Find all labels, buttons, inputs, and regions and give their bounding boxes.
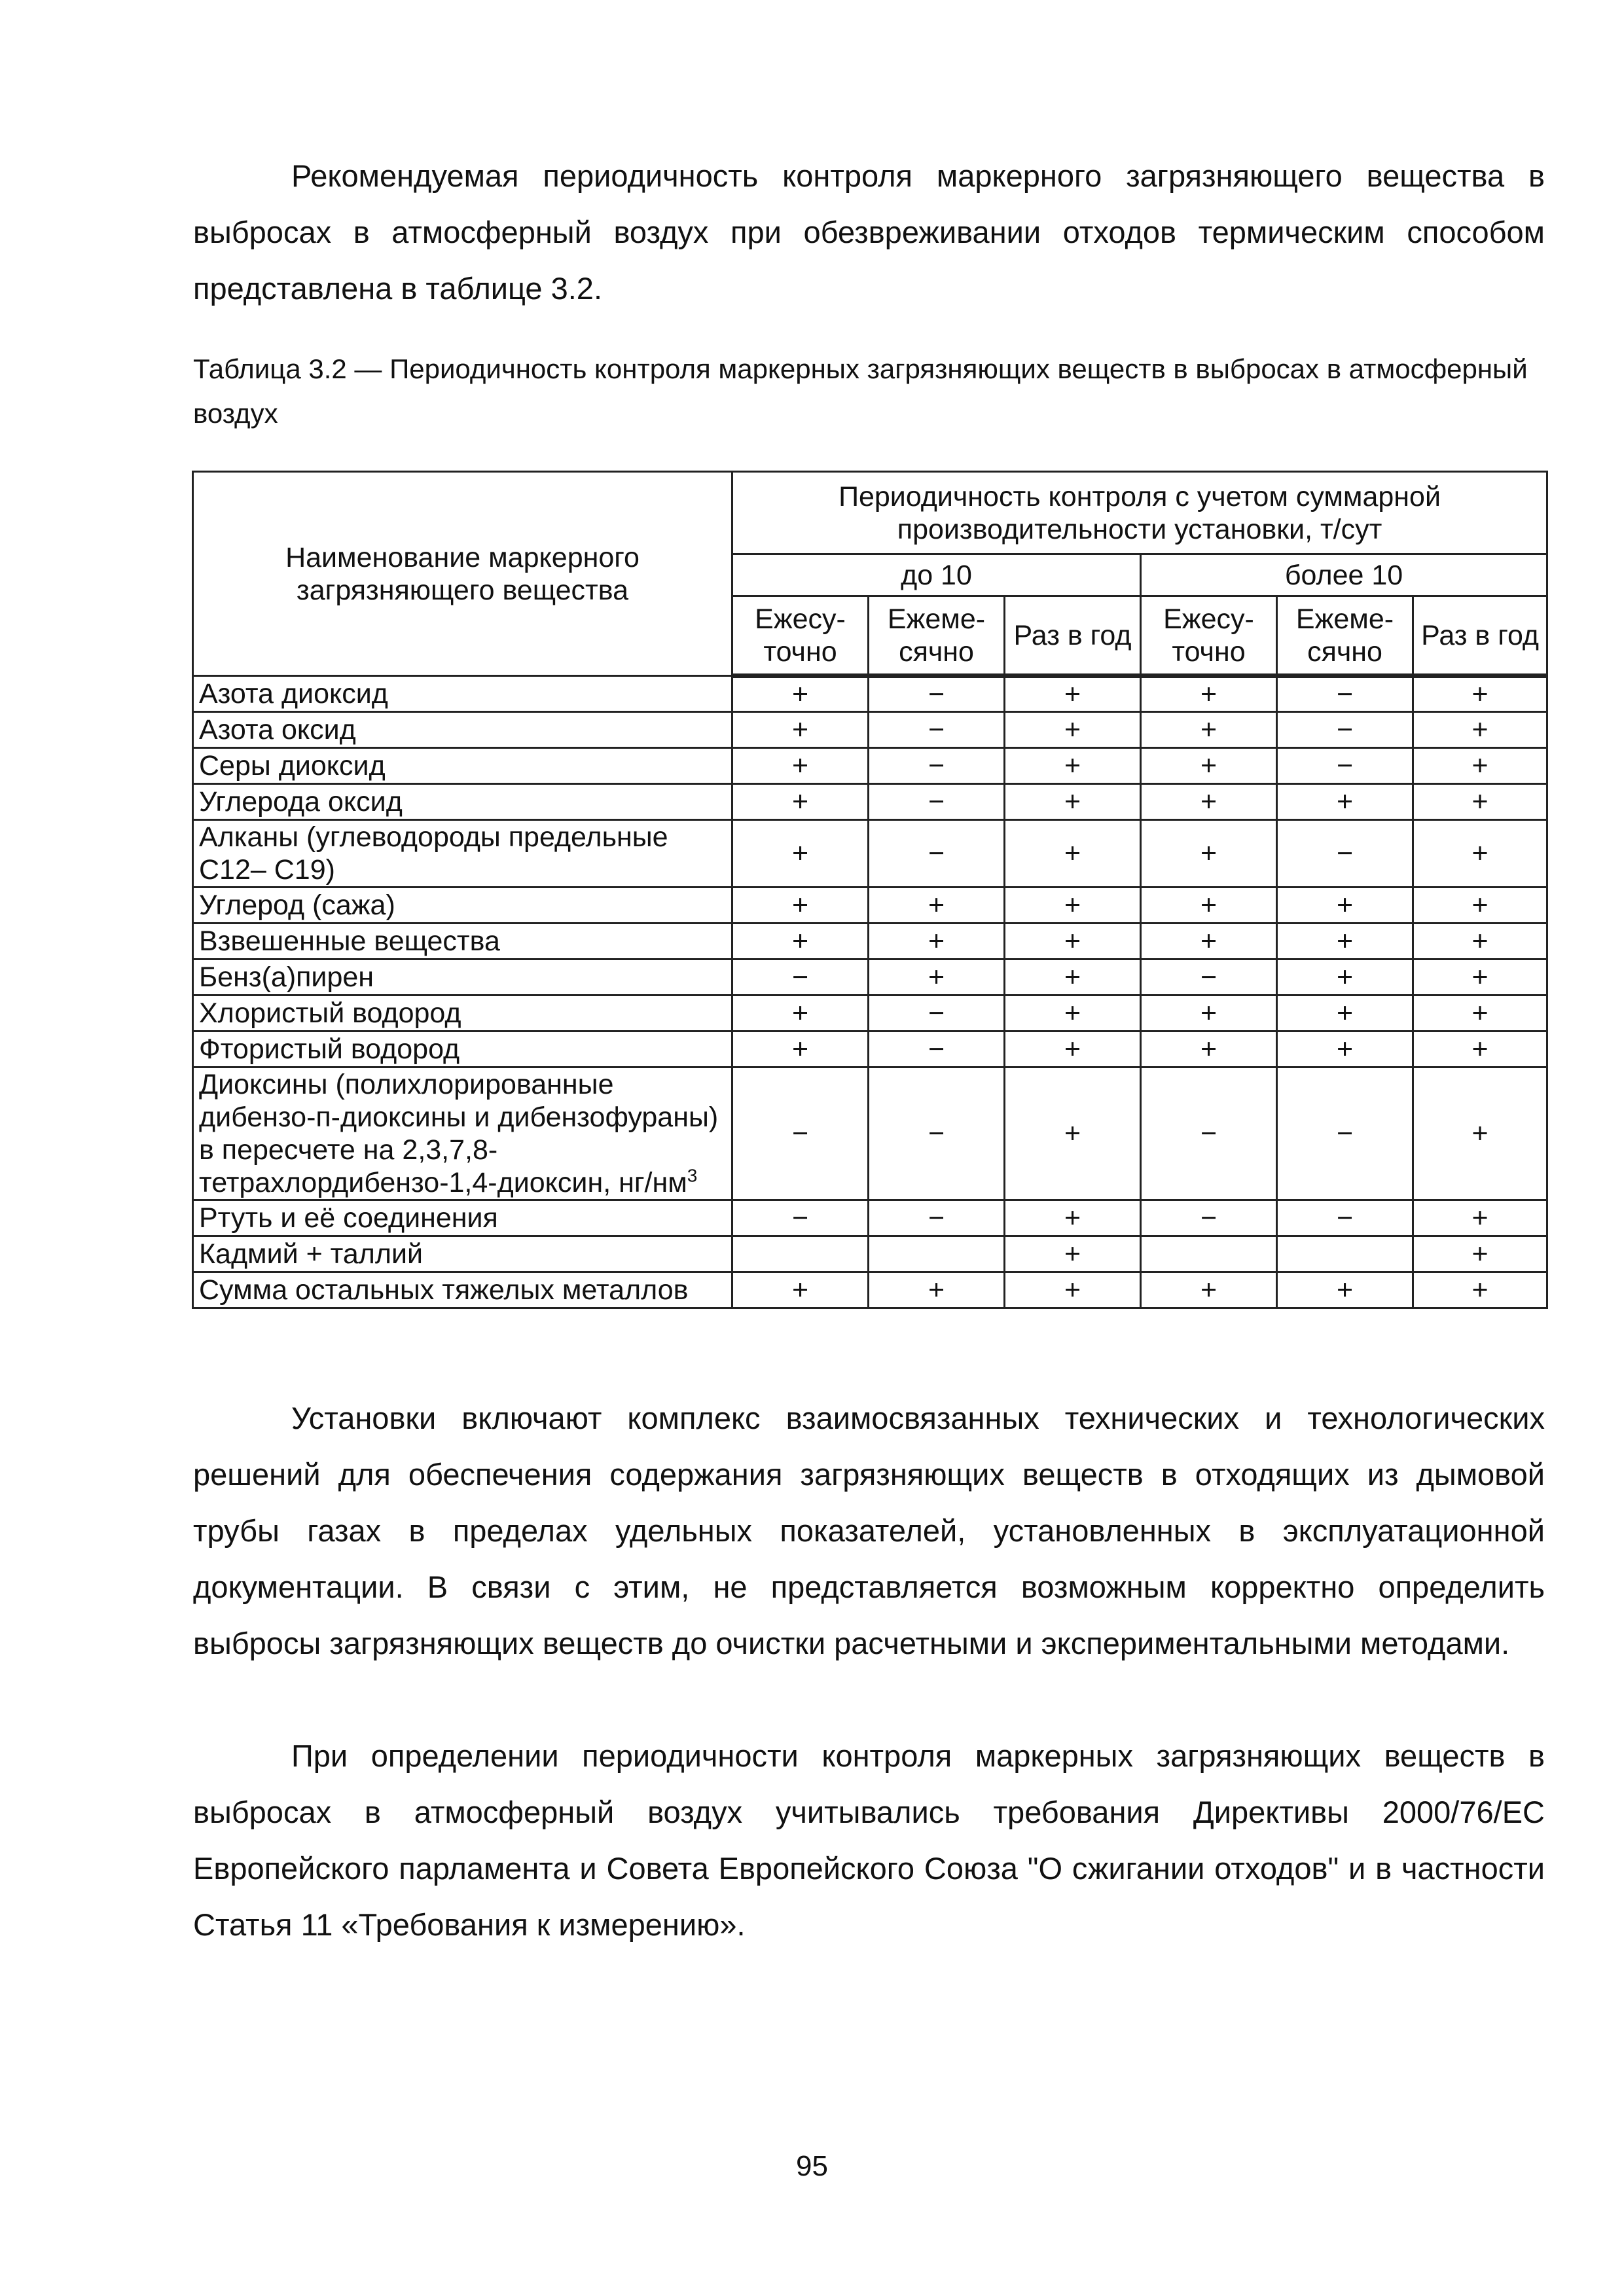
periodicity-value-cell: +: [1413, 1067, 1547, 1200]
table-row: [193, 820, 1547, 888]
periodicity-value-cell: −: [869, 1031, 1005, 1067]
table-row: [193, 1236, 1547, 1272]
periodicity-value-cell: −: [1277, 820, 1413, 888]
periodicity-value-cell: −: [1277, 676, 1413, 712]
table-caption: Таблица 3.2 — Периодичность контроля маркерных загрязняющих веществ в выбросах в атмосферный воздух: [193, 353, 1528, 429]
periodicity-value-cell: +: [1005, 1236, 1141, 1272]
substance-name-header: Наименование маркерного загрязняющего вещества: [193, 472, 732, 676]
substance-name-cell: [193, 888, 732, 924]
periodicity-value-cell: +: [1413, 996, 1547, 1031]
table-row: [193, 888, 1547, 924]
periodicity-value-cell: −: [869, 996, 1005, 1031]
periodicity-value-cell: +: [1005, 960, 1141, 996]
periodicity-group-header: Периодичность контроля с учетом суммарной производительности установки, т/сут: [732, 472, 1547, 554]
periodicity-value-cell: +: [1005, 748, 1141, 784]
substance-name-cell: [193, 1067, 732, 1200]
substance-name: Углерод (сажа): [199, 889, 395, 921]
frequency-header-yearly: Раз в год: [1005, 596, 1141, 676]
periodicity-value-cell: +: [869, 924, 1005, 960]
periodicity-value-cell: +: [1141, 924, 1277, 960]
periodicity-value-cell: +: [1005, 676, 1141, 712]
periodicity-value-cell: +: [732, 820, 869, 888]
periodicity-value-cell: +: [732, 784, 869, 820]
capacity-header-over-10: более 10: [1141, 554, 1547, 596]
substance-name-cell: [193, 820, 732, 888]
periodicity-value-cell: +: [1413, 960, 1547, 996]
substance-name-cell: [193, 1236, 732, 1272]
periodicity-value-cell: −: [1141, 1067, 1277, 1200]
table-row: [193, 1031, 1547, 1067]
periodicity-value-cell: +: [1277, 1272, 1413, 1308]
periodicity-value-cell: +: [1413, 924, 1547, 960]
periodicity-value-cell: +: [1005, 820, 1141, 888]
periodicity-value-cell: +: [1277, 888, 1413, 924]
intro-paragraph: Рекомендуемая периодичность контроля маркерного загрязняющего вещества в выбросах в атмосферный воздух при обезвреживании отходов термическим способом представлена в таблице 3.2.: [193, 158, 1545, 306]
periodicity-value-cell: −: [869, 748, 1005, 784]
table-row: [193, 960, 1547, 996]
periodicity-value-cell: +: [1005, 1067, 1141, 1200]
periodicity-value-cell: +: [732, 676, 869, 712]
directive-paragraph: При определении периодичности контроля маркерных загрязняющих веществ в выбросах в атмосферный воздух учитывались требования Директивы 2000/76/ЕС Европейского парламента и Совета Европейского Союза "О сжигании отходов" и в частности Статья 11 «Требования к измерению».: [193, 1738, 1545, 1942]
periodicity-value-cell: +: [1141, 748, 1277, 784]
periodicity-value-cell: +: [1277, 1031, 1413, 1067]
substance-name: Азота диоксид: [199, 678, 388, 709]
periodicity-value-cell: +: [1413, 784, 1547, 820]
periodicity-value-cell: +: [1141, 1272, 1277, 1308]
periodicity-value-cell: +: [1413, 820, 1547, 888]
periodicity-value-cell: +: [1413, 1031, 1547, 1067]
periodicity-value-cell: +: [1005, 924, 1141, 960]
periodicity-value-cell: +: [732, 1272, 869, 1308]
page-number: 95: [796, 2150, 828, 2182]
periodicity-value-cell: +: [1277, 960, 1413, 996]
periodicity-value-cell: +: [1277, 996, 1413, 1031]
table-body: [193, 676, 1547, 1308]
table-row: [193, 712, 1547, 748]
periodicity-value-cell: +: [1413, 676, 1547, 712]
periodicity-value-cell: +: [1141, 676, 1277, 712]
substance-name: Ртуть и её соединения: [199, 1202, 498, 1234]
substance-name: Алканы (углеводороды предельные С12– С19): [199, 821, 668, 886]
substance-name-cell: [193, 712, 732, 748]
periodicity-value-cell: +: [1141, 1031, 1277, 1067]
substance-name-cell: [193, 960, 732, 996]
substance-name-cell: [193, 1031, 732, 1067]
periodicity-value-cell: +: [732, 924, 869, 960]
periodicity-value-cell: −: [1277, 1067, 1413, 1200]
unit-superscript: 3: [687, 1165, 698, 1186]
periodicity-value-cell: −: [869, 784, 1005, 820]
substance-name-cell: [193, 748, 732, 784]
periodicity-value-cell: +: [1005, 1272, 1141, 1308]
frequency-header-monthly: Ежеме-сячно: [869, 596, 1005, 676]
periodicity-value-cell: −: [732, 960, 869, 996]
periodicity-value-cell: +: [1005, 784, 1141, 820]
table-row: [193, 924, 1547, 960]
frequency-header-yearly: Раз в год: [1413, 596, 1547, 676]
periodicity-value-cell: −: [869, 1067, 1005, 1200]
substance-name: Бенз(а)пирен: [199, 961, 374, 993]
frequency-header-daily: Ежесу-точно: [1141, 596, 1277, 676]
periodicity-value-cell: −: [1141, 960, 1277, 996]
periodicity-value-cell: +: [732, 888, 869, 924]
periodicity-value-cell: +: [1413, 1272, 1547, 1308]
substance-name-cell: [193, 1272, 732, 1308]
substance-name: Фтористый водород: [199, 1033, 460, 1065]
substance-name-cell: [193, 996, 732, 1031]
periodicity-value-cell: +: [1413, 712, 1547, 748]
table-row: [193, 1200, 1547, 1236]
substance-name-cell: [193, 924, 732, 960]
periodicity-value-cell: +: [732, 996, 869, 1031]
periodicity-value-cell: +: [732, 1031, 869, 1067]
substance-name-cell: [193, 676, 732, 712]
substance-name: Хлористый водород: [199, 997, 461, 1029]
periodicity-value-cell: −: [869, 820, 1005, 888]
frequency-header-daily: Ежесу-точно: [732, 596, 869, 676]
table-row: [193, 676, 1547, 712]
periodicity-value-cell: +: [1005, 996, 1141, 1031]
capacity-header-up-to-10: до 10: [732, 554, 1141, 596]
periodicity-value-cell: −: [1277, 748, 1413, 784]
periodicity-value-cell: +: [1141, 784, 1277, 820]
periodicity-value-cell: +: [1005, 1031, 1141, 1067]
periodicity-value-cell: −: [1277, 712, 1413, 748]
table-row: [193, 996, 1547, 1031]
periodicity-value-cell: −: [869, 1200, 1005, 1236]
frequency-header-monthly: Ежеме-сячно: [1277, 596, 1413, 676]
periodicity-value-cell: +: [732, 748, 869, 784]
substance-name: Азота оксид: [199, 714, 356, 745]
periodicity-value-cell: +: [1277, 924, 1413, 960]
substance-name-cell: [193, 784, 732, 820]
substance-name-cell: [193, 1200, 732, 1236]
substance-name: Сумма остальных тяжелых металлов: [199, 1274, 689, 1306]
substance-name: Диоксины (полихлорированные дибензо-п-диоксины и дибензофураны) в пересчете на 2,3,7,8-тетрахлордибензо-1,4-диоксин, нг/нм: [199, 1069, 719, 1198]
periodicity-value-cell: −: [732, 1200, 869, 1236]
periodicity-value-cell: +: [1005, 712, 1141, 748]
periodicity-value-cell: +: [1413, 1236, 1547, 1272]
table-row: [193, 1272, 1547, 1308]
periodicity-value-cell: [732, 1236, 869, 1272]
periodicity-value-cell: +: [1413, 1200, 1547, 1236]
periodicity-value-cell: +: [869, 888, 1005, 924]
substance-name: Серы диоксид: [199, 750, 386, 781]
substance-name: Кадмий + таллий: [199, 1238, 424, 1270]
periodicity-value-cell: +: [1005, 888, 1141, 924]
periodicity-value-cell: +: [1277, 784, 1413, 820]
installations-paragraph: Установки включают комплекс взаимосвязанных технических и технологических решений для обеспечения содержания загрязняющих веществ в отходящих из дымовой трубы газах в пределах удельных показателей, установленных в эксплуатационной документации. В связи с этим, не представляется возможным корректно определить выбросы загрязняющих веществ до очистки расчетными и экспериментальными методами.: [193, 1401, 1545, 1660]
periodicity-value-cell: +: [1005, 1200, 1141, 1236]
periodicity-value-cell: −: [869, 676, 1005, 712]
periodicity-value-cell: +: [869, 1272, 1005, 1308]
periodicity-value-cell: +: [1141, 712, 1277, 748]
periodicity-value-cell: [1141, 1236, 1277, 1272]
periodicity-value-cell: [869, 1236, 1005, 1272]
periodicity-value-cell: −: [1277, 1200, 1413, 1236]
periodicity-value-cell: +: [1413, 888, 1547, 924]
table-row: [193, 1067, 1547, 1200]
periodicity-value-cell: −: [1141, 1200, 1277, 1236]
periodicity-value-cell: [1277, 1236, 1413, 1272]
monitoring-periodicity-table: [192, 471, 1548, 1309]
periodicity-value-cell: −: [732, 1067, 869, 1200]
periodicity-value-cell: −: [869, 712, 1005, 748]
periodicity-value-cell: +: [1141, 888, 1277, 924]
substance-name: Углерода оксид: [199, 786, 403, 817]
periodicity-value-cell: +: [869, 960, 1005, 996]
periodicity-value-cell: +: [732, 712, 869, 748]
table-row: [193, 748, 1547, 784]
periodicity-value-cell: +: [1413, 748, 1547, 784]
periodicity-value-cell: +: [1141, 996, 1277, 1031]
table-row: [193, 784, 1547, 820]
substance-name: Взвешенные вещества: [199, 925, 500, 957]
periodicity-value-cell: +: [1141, 820, 1277, 888]
